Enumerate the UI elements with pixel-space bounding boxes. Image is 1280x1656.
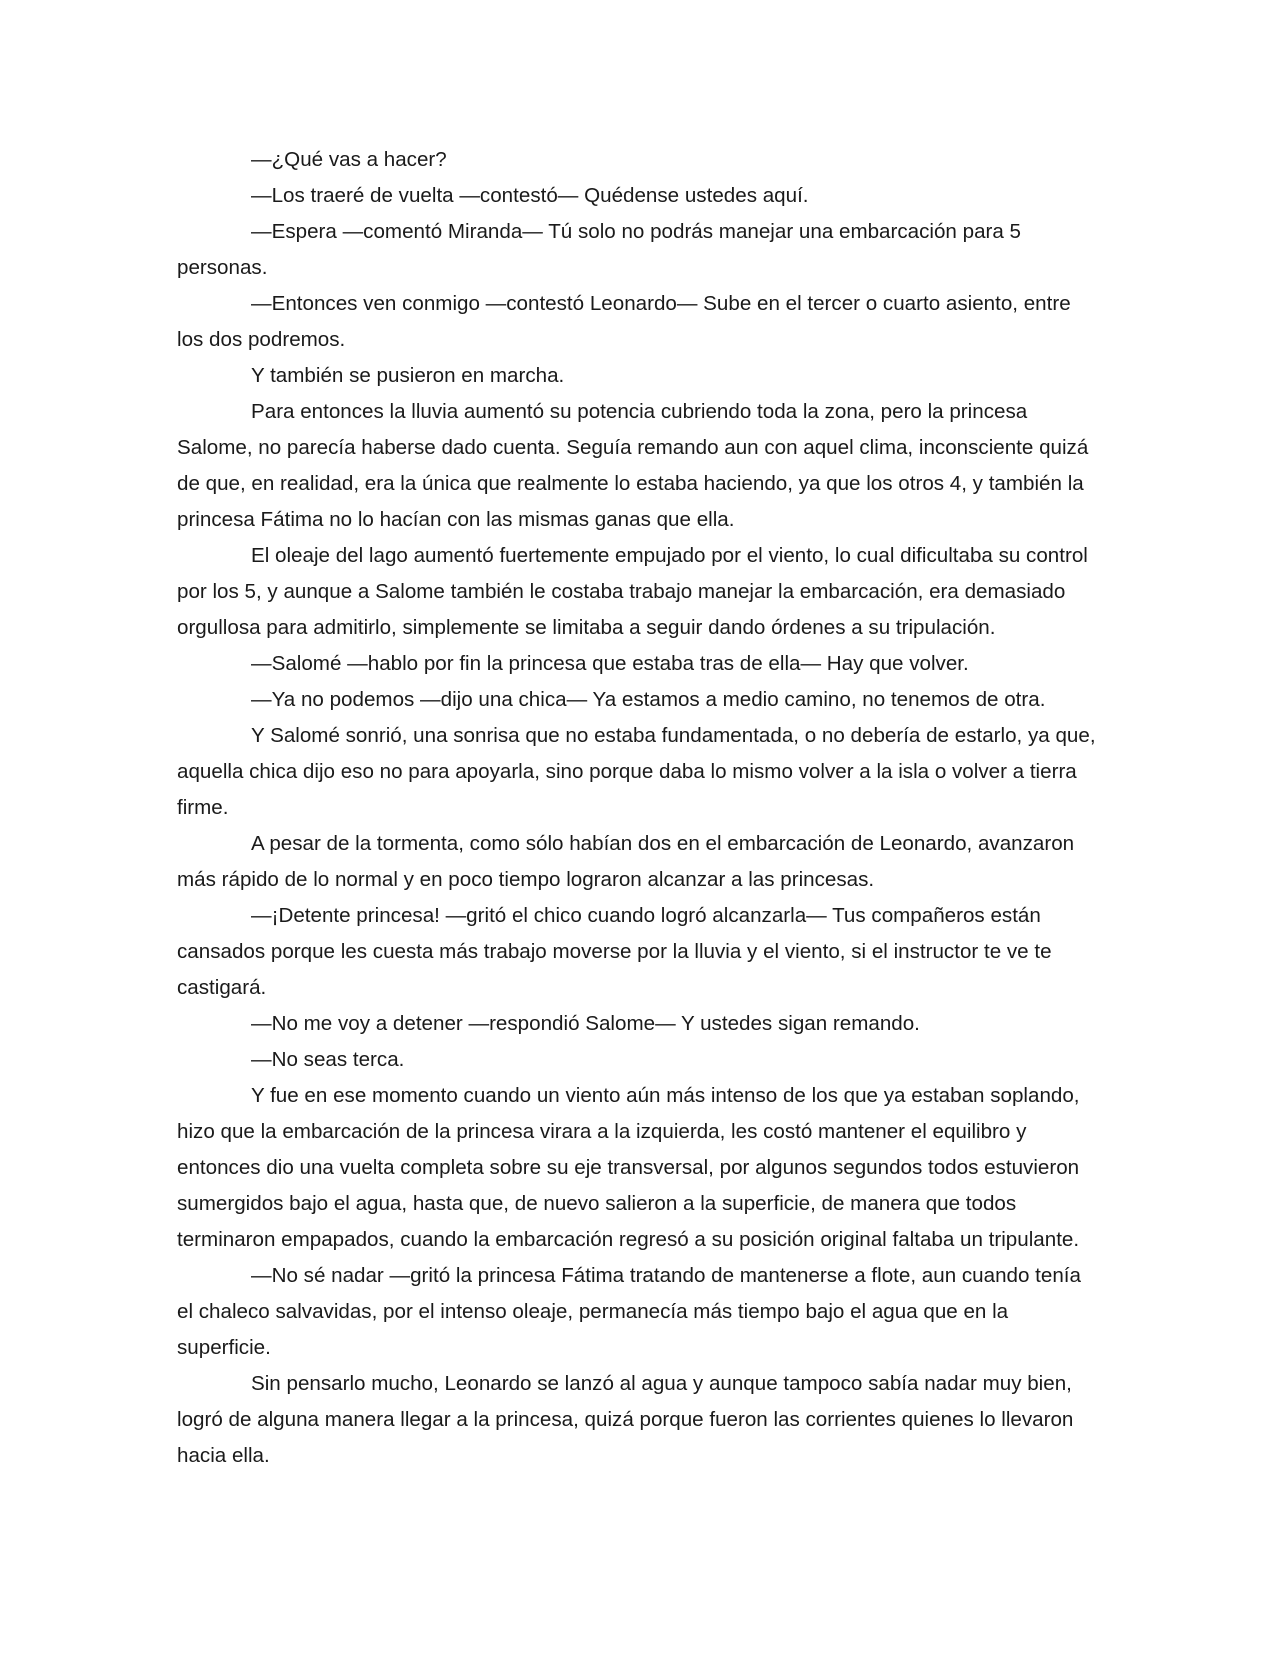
paragraph: Sin pensarlo mucho, Leonardo se lanzó al agua y aunque tampoco sabía nadar muy bien, logró de alguna manera llegar a la princesa, quizá porque fueron las corrientes quienes lo llevaron hacia ella. — [177, 1372, 1074, 1467]
paragraph: Para entonces la lluvia aumentó su potencia cubriendo toda la zona, pero la princesa Salome, no parecía haberse dado cuenta. Seguía remando aun con aquel clima, inconsciente quizá de que, en realidad, era la única que realmente lo estaba haciendo, ya que los otros 4, y también la princesa Fátima no lo hacían con las mismas ganas que ella. — [177, 400, 1089, 531]
paragraph: —No sé nadar —gritó la princesa Fátima tratando de mantenerse a flote, aun cuando tenía el chaleco salvavidas, por el intenso oleaje, permanecía más tiempo bajo el agua que en la superficie. — [177, 1264, 1081, 1359]
paragraph: A pesar de la tormenta, como sólo habían dos en el embarcación de Leonardo, avanzaron más rápido de lo normal y en poco tiempo lograron alcanzar a las princesas. — [177, 832, 1075, 891]
paragraph: —¿Qué vas a hacer? — [251, 148, 447, 171]
paragraph: Y fue en ese momento cuando un viento aún más intenso de los que ya estaban soplando, hizo que la embarcación de la princesa virara a la izquierda, les costó mantener el equilibro y entonces dio una vuelta completa sobre su eje transversal, por algunos segundos todos estuvieron sumergidos bajo el agua, hasta que, de nuevo salieron a la superficie, de manera que todos terminaron empapados, cuando la embarcación regresó a su posición original faltaba un tripulante. — [177, 1084, 1080, 1251]
paragraph: —Los traeré de vuelta —contestó— Quédense ustedes aquí. — [251, 184, 809, 207]
paragraph: —Salomé —hablo por fin la princesa que estaba tras de ella— Hay que volver. — [251, 652, 969, 675]
paragraph: Y también se pusieron en marcha. — [251, 364, 565, 387]
paragraph: —No me voy a detener —respondió Salome— Y ustedes sigan remando. — [251, 1012, 920, 1035]
paragraph: —Espera —comentó Miranda— Tú solo no podrás manejar una embarcación para 5 personas. — [177, 220, 1022, 279]
body-text — [177, 142, 1102, 1474]
paragraph: —No seas terca. — [251, 1048, 405, 1071]
paragraph: —Ya no podemos —dijo una chica— Ya estamos a medio camino, no tenemos de otra. — [251, 688, 1046, 711]
paragraph: Y Salomé sonrió, una sonrisa que no estaba fundamentada, o no debería de estarlo, ya que, aquella chica dijo eso no para apoyarla, sino porque daba lo mismo volver a la isla o volver a tierra firme. — [177, 724, 1096, 819]
paragraph: —Entonces ven conmigo —contestó Leonardo— Sube en el tercer o cuarto asiento, entre los dos podremos. — [177, 292, 1071, 351]
paragraph: El oleaje del lago aumentó fuertemente empujado por el viento, lo cual dificultaba su control por los 5, y aunque a Salome también le costaba trabajo manejar la embarcación, era demasiado orgullosa para admitirlo, simplemente se limitaba a seguir dando órdenes a su tripulación. — [177, 544, 1088, 639]
paragraph: —¡Detente princesa! —gritó el chico cuando logró alcanzarla— Tus compañeros están cansados porque les cuesta más trabajo moverse por la lluvia y el viento, si el instructor te ve te castigará. — [177, 904, 1052, 999]
